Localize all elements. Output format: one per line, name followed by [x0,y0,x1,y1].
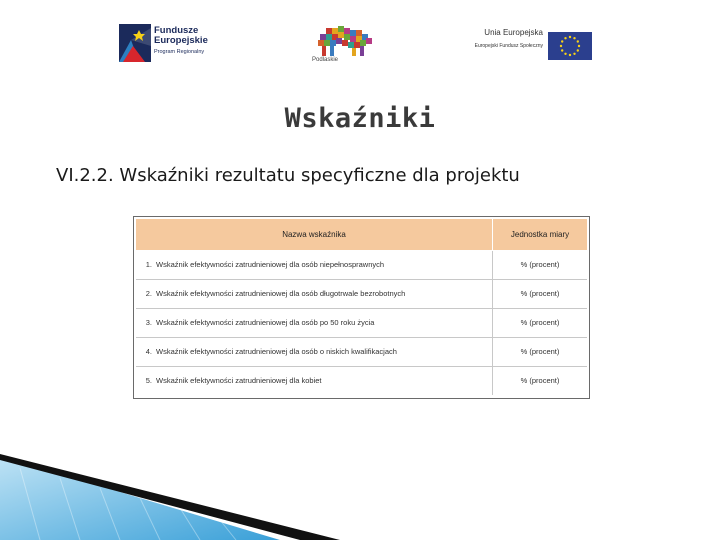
eu-flag-icon [548,32,592,60]
fundusze-europejskie-emblem-icon [119,24,151,62]
fe-name-line1: Fundusze [154,25,199,36]
row-unit: % (procent) [520,376,560,385]
row-indicator-name: Wskaźnik efektywności zatrudnieniowej dla kobiet [156,376,322,385]
fe-subtitle: Program Regionalny [154,49,205,55]
podlaskie-label: Podlaskie [312,57,339,63]
row-name-cell [136,309,493,337]
table-row [136,280,587,309]
indicators-table [133,216,590,399]
table-row [136,309,587,338]
fe-text-block [154,26,208,56]
section-heading: VI.2.2. Wskaźniki rezultatu specyficzne dla projektu [56,165,520,186]
ue-name: Unia Europejska [484,28,543,37]
table-row [136,338,587,367]
row-number: 1. [145,260,152,269]
podlaskie-logo [312,24,376,68]
row-unit: % (procent) [520,318,560,327]
logo-strip [0,0,720,90]
row-number: 3. [145,318,152,327]
header-unit: Jednostka miary [510,230,570,239]
row-indicator-name: Wskaźnik efektywności zatrudnieniowej dla osób po 50 roku życia [156,318,375,327]
unia-europejska-logo [450,28,595,62]
row-unit: % (procent) [520,289,560,298]
fundusze-europejskie-logo [119,24,239,64]
row-indicator-name: Wskaźnik efektywności zatrudnieniowej dla osób niepełnosprawnych [156,260,385,269]
page-title: Wskaźniki [284,103,436,134]
ue-text-block [450,28,543,50]
row-number: 5. [145,376,152,385]
ue-subtitle: Europejski Fundusz Społeczny [474,43,543,49]
row-number: 2. [145,289,152,298]
row-name-cell [136,338,493,366]
row-name-cell [136,251,493,279]
row-name-cell [136,367,493,395]
row-number: 4. [145,347,152,356]
header-indicator-name: Nazwa wskaźnika [136,219,493,250]
row-indicator-name: Wskaźnik efektywności zatrudnieniowej dla osób o niskich kwalifikacjach [156,347,397,356]
row-name-cell [136,280,493,308]
row-unit: % (procent) [520,347,560,356]
fe-name-line2: Europejskie [154,35,208,46]
table-header [136,219,587,250]
row-indicator-name: Wskaźnik efektywności zatrudnieniowej dla osób długotrwale bezrobotnych [156,289,406,298]
bison-mosaic-icon [316,26,374,58]
row-unit: % (procent) [520,260,560,269]
decorative-swoosh [0,440,720,540]
table-row [136,367,587,396]
table-row [136,251,587,280]
